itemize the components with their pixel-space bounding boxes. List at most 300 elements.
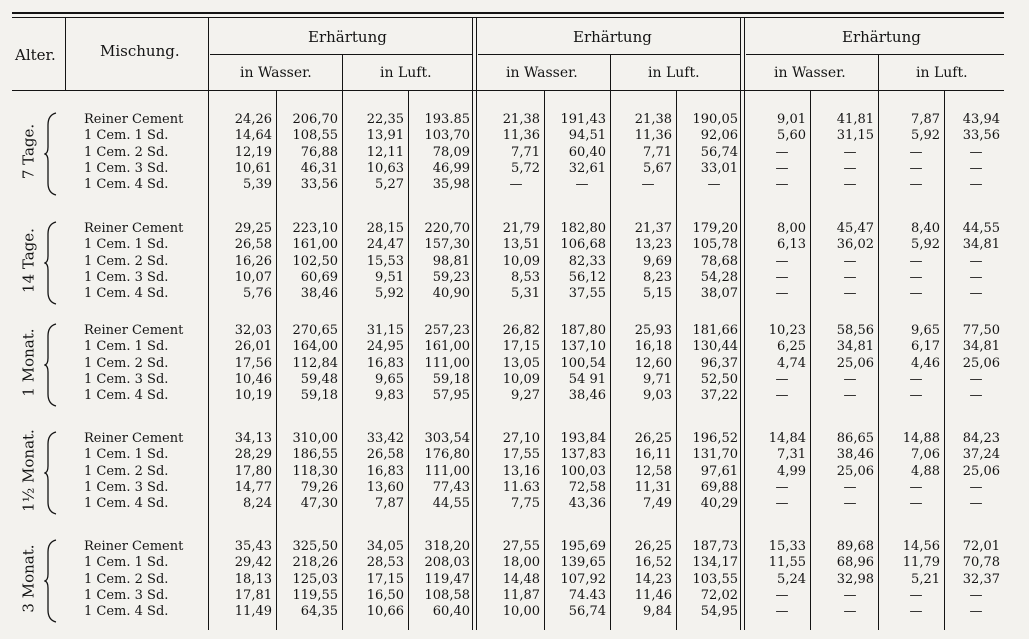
table-cell: 7,06	[911, 447, 940, 463]
table-cell: 11,87	[502, 587, 540, 603]
table-cell: —	[969, 177, 983, 193]
age-label: 7 Tage.	[19, 123, 38, 179]
table-cell: 5,72	[511, 160, 540, 176]
table-cell: 69,88	[700, 479, 738, 495]
table-cell: 4,99	[777, 463, 806, 479]
table-cell: 34,81	[962, 339, 1000, 355]
table-cell: —	[909, 587, 923, 603]
table-cell: 10,46	[234, 371, 272, 387]
table-cell: 40,90	[432, 286, 470, 302]
table-cell: 82,33	[568, 253, 606, 269]
table-cell: 4,74	[777, 355, 806, 371]
pair-divider-5	[810, 91, 811, 630]
table-cell: 16,18	[634, 339, 672, 355]
table-cell: 16,26	[234, 253, 272, 269]
table-cell: 10,63	[366, 160, 404, 176]
group-divider-2	[740, 18, 745, 630]
mixture-label: 1 Cem. 3 Sd.	[84, 160, 169, 176]
table-cell: 10,00	[502, 604, 540, 620]
table-cell: 7,75	[511, 496, 540, 512]
mixture-label: 1 Cem. 4 Sd.	[84, 177, 169, 193]
table-cell: 35,98	[432, 177, 470, 193]
header-erhaertung-3: Erhärtung	[842, 28, 921, 46]
table-cell: 108,58	[424, 587, 470, 603]
table-cell: 64,35	[300, 604, 338, 620]
table-cell: 9,83	[375, 388, 404, 404]
table-cell: —	[969, 269, 983, 285]
table-cell: 5,31	[511, 286, 540, 302]
header-in-luft-2: in Luft.	[648, 65, 700, 81]
table-cell: —	[969, 587, 983, 603]
table-cell: 9,03	[643, 388, 672, 404]
table-cell: 5,24	[777, 571, 806, 587]
table-cell: 5,60	[777, 128, 806, 144]
wl-divider-3	[878, 55, 879, 630]
table-cell: 34,13	[234, 431, 272, 446]
wl-divider-1	[342, 55, 343, 630]
table-cell: 17,15	[366, 571, 404, 587]
table-cell: —	[641, 177, 655, 193]
table-cell: 7,49	[643, 496, 672, 512]
table-cell: 206,70	[292, 112, 338, 127]
table-cell: —	[843, 479, 857, 495]
mixture-label: 1 Cem. 2 Sd.	[84, 571, 169, 587]
mixture-label: 1 Cem. 1 Sd.	[84, 237, 169, 253]
mixture-label: 1 Cem. 4 Sd.	[84, 604, 169, 620]
top-thick-rule	[12, 12, 1004, 14]
table-cell: 9,65	[375, 371, 404, 387]
table-cell: 26,82	[502, 323, 540, 338]
table-cell: 60,40	[432, 604, 470, 620]
table-cell: 13,16	[502, 463, 540, 479]
table-cell: 181,66	[692, 323, 738, 338]
table-cell: 111,00	[424, 463, 470, 479]
table-cell: 131,70	[692, 447, 738, 463]
table-cell: 220,70	[424, 221, 470, 236]
table-cell: 10,09	[502, 371, 540, 387]
table-cell: —	[843, 269, 857, 285]
table-cell: 59,18	[300, 388, 338, 404]
group-brace	[44, 220, 58, 306]
table-cell: —	[775, 144, 789, 160]
table-cell: 14,48	[502, 571, 540, 587]
table-cell: 7,71	[643, 144, 672, 160]
table-cell: —	[909, 253, 923, 269]
mixture-label: 1 Cem. 3 Sd.	[84, 269, 169, 285]
table-cell: 9,69	[643, 253, 672, 269]
table-cell: 9,51	[375, 269, 404, 285]
table-cell: 26,25	[634, 539, 672, 554]
table-cell: 44,55	[962, 221, 1000, 236]
table-cell: 59,48	[300, 371, 338, 387]
table-cell: 161,00	[292, 237, 338, 253]
table-cell: 11,79	[902, 555, 940, 571]
table-cell: —	[775, 479, 789, 495]
table-cell: 303,54	[424, 431, 470, 446]
table-cell: 187,80	[560, 323, 606, 338]
table-cell: 9,71	[643, 371, 672, 387]
table-cell: 13,91	[366, 128, 404, 144]
table-cell: 193.85	[424, 112, 470, 127]
table-cell: 45,47	[836, 221, 874, 236]
table-cell: 182,80	[560, 221, 606, 236]
table-cell: —	[775, 371, 789, 387]
table-cell: —	[909, 604, 923, 620]
table-cell: 14,64	[234, 128, 272, 144]
table-cell: 17,80	[234, 463, 272, 479]
table-cell: —	[969, 286, 983, 302]
table-cell: 8,00	[777, 221, 806, 236]
mixture-label: 1 Cem. 2 Sd.	[84, 355, 169, 371]
header-bottom-rule	[12, 90, 1004, 91]
table-cell: 5,76	[243, 286, 272, 302]
table-cell: 32,37	[962, 571, 1000, 587]
table-cell: —	[969, 479, 983, 495]
table-cell: —	[775, 269, 789, 285]
table-cell: 29,25	[234, 221, 272, 236]
table-cell: 21,79	[502, 221, 540, 236]
header-in-luft-3: in Luft.	[916, 65, 968, 81]
table-cell: 137,83	[560, 447, 606, 463]
table-cell: 11,46	[634, 587, 672, 603]
table-cell: 157,30	[424, 237, 470, 253]
table-cell: 13,23	[634, 237, 672, 253]
table-cell: 25,06	[836, 463, 874, 479]
table-cell: 59,18	[432, 371, 470, 387]
table-cell: —	[969, 253, 983, 269]
table-cell: 139,65	[560, 555, 606, 571]
table-cell: —	[909, 388, 923, 404]
table-cell: 4,88	[911, 463, 940, 479]
table-cell: 25,06	[962, 355, 1000, 371]
table-cell: 72,01	[962, 539, 1000, 554]
table-cell: 56,12	[568, 269, 606, 285]
table-cell: 72,58	[568, 479, 606, 495]
table-cell: 190,05	[692, 112, 738, 127]
table-cell: 191,43	[560, 112, 606, 127]
table-cell: 33,56	[962, 128, 1000, 144]
table-cell: 26,01	[234, 339, 272, 355]
table-cell: 25,06	[836, 355, 874, 371]
table-cell: 74.43	[568, 587, 606, 603]
table-cell: 7,87	[911, 112, 940, 127]
table-cell: —	[909, 269, 923, 285]
table-cell: 325,50	[292, 539, 338, 554]
top-thin-rule	[12, 17, 1004, 18]
age-label: 3 Monat.	[19, 544, 38, 613]
table-cell: 196,52	[692, 431, 738, 446]
table-cell: —	[909, 286, 923, 302]
table-cell: 21,38	[502, 112, 540, 127]
table-cell: 103,70	[424, 128, 470, 144]
table-cell: 33,01	[700, 160, 738, 176]
table-cell: 10,19	[234, 388, 272, 404]
table-cell: 11,55	[768, 555, 806, 571]
mixture-label: 1 Cem. 2 Sd.	[84, 463, 169, 479]
table-cell: 84,23	[962, 431, 1000, 446]
table-cell: 32,98	[836, 571, 874, 587]
table-cell: 54,95	[700, 604, 738, 620]
table-cell: 134,17	[692, 555, 738, 571]
table-cell: 38,46	[568, 388, 606, 404]
mixture-label: 1 Cem. 1 Sd.	[84, 555, 169, 571]
table-cell: 5,92	[911, 237, 940, 253]
table-cell: 17,56	[234, 355, 272, 371]
table-cell: 103,55	[692, 571, 738, 587]
table-cell: 6,13	[777, 237, 806, 253]
table-cell: —	[843, 160, 857, 176]
table-cell: 8,23	[643, 269, 672, 285]
group-brace	[44, 538, 58, 624]
table-cell: 12,19	[234, 144, 272, 160]
table-cell: 34,05	[366, 539, 404, 554]
table-cell: 15,53	[366, 253, 404, 269]
mixture-label: 1 Cem. 1 Sd.	[84, 447, 169, 463]
table-cell: 14,77	[234, 479, 272, 495]
table-cell: 125,03	[292, 571, 338, 587]
table-cell: —	[775, 286, 789, 302]
table-cell: 56,74	[568, 604, 606, 620]
table-cell: 35,43	[234, 539, 272, 554]
table-cell: —	[775, 496, 789, 512]
table-cell: 257,23	[424, 323, 470, 338]
table-cell: 32,61	[568, 160, 606, 176]
age-label: 1 Monat.	[19, 328, 38, 397]
table-cell: —	[707, 177, 721, 193]
table-cell: 31,15	[836, 128, 874, 144]
table-cell: 186,55	[292, 447, 338, 463]
header-in-wasser-3: in Wasser.	[774, 65, 846, 81]
table-cell: 24,47	[366, 237, 404, 253]
table-cell: 10,61	[234, 160, 272, 176]
header-in-luft-1: in Luft.	[380, 65, 432, 81]
table-cell: —	[843, 496, 857, 512]
table-cell: 60,69	[300, 269, 338, 285]
table-cell: 164,00	[292, 339, 338, 355]
table-cell: 25,06	[962, 463, 1000, 479]
pair-divider-1	[276, 91, 277, 630]
table-cell: 108,55	[292, 128, 338, 144]
table-cell: 38,46	[836, 447, 874, 463]
mixture-label: Reiner Cement	[84, 323, 184, 338]
table-cell: —	[775, 604, 789, 620]
table-cell: —	[775, 388, 789, 404]
table-cell: 21,38	[634, 112, 672, 127]
table-cell: 10,07	[234, 269, 272, 285]
table-cell: 68,96	[836, 555, 874, 571]
table-cell: 94,51	[568, 128, 606, 144]
mixture-label: 1 Cem. 1 Sd.	[84, 128, 169, 144]
table-cell: 47,30	[300, 496, 338, 512]
table-cell: 26,25	[634, 431, 672, 446]
mixture-label: Reiner Cement	[84, 431, 184, 446]
table-cell: 218,26	[292, 555, 338, 571]
table-cell: 187,73	[692, 539, 738, 554]
table-cell: 86,65	[836, 431, 874, 446]
table-cell: 16,83	[366, 355, 404, 371]
table-cell: 13,60	[366, 479, 404, 495]
table-cell: 37,24	[962, 447, 1000, 463]
table-cell: 38,07	[700, 286, 738, 302]
table-cell: 28,53	[366, 555, 404, 571]
mixture-label: 1 Cem. 4 Sd.	[84, 496, 169, 512]
table-cell: 10,09	[502, 253, 540, 269]
table-cell: —	[909, 160, 923, 176]
header-erhaertung-1: Erhärtung	[308, 28, 387, 46]
table-cell: 5,92	[375, 286, 404, 302]
header-erhaertung-2: Erhärtung	[573, 28, 652, 46]
table-cell: 14,88	[902, 431, 940, 446]
age-label: 1½ Monat.	[19, 428, 38, 512]
pair-divider-3	[544, 91, 545, 630]
table-cell: 119,47	[424, 571, 470, 587]
table-cell: 60,40	[568, 144, 606, 160]
table-cell: 111,00	[424, 355, 470, 371]
table-cell: 17,81	[234, 587, 272, 603]
table-cell: 77,50	[962, 323, 1000, 338]
table-cell: —	[843, 177, 857, 193]
erh-rule-3	[746, 54, 1004, 55]
table-cell: 21,37	[634, 221, 672, 236]
table-cell: 46,99	[432, 160, 470, 176]
table-cell: 5,27	[375, 177, 404, 193]
table-cell: 5,39	[243, 177, 272, 193]
table-cell: 9,65	[911, 323, 940, 338]
table-cell: 36,02	[836, 237, 874, 253]
table-cell: 8,24	[243, 496, 272, 512]
table-cell: 92,06	[700, 128, 738, 144]
col-divider-mix	[208, 18, 209, 630]
table-cell: 96,37	[700, 355, 738, 371]
table-cell: 40,29	[700, 496, 738, 512]
table-cell: 28,29	[234, 447, 272, 463]
table-cell: 10,66	[366, 604, 404, 620]
table-cell: 26,58	[234, 237, 272, 253]
table-cell: 4,46	[911, 355, 940, 371]
table-cell: 13,05	[502, 355, 540, 371]
table-cell: 12,58	[634, 463, 672, 479]
table-cell: 27,55	[502, 539, 540, 554]
mixture-label: 1 Cem. 1 Sd.	[84, 339, 169, 355]
table-cell: —	[843, 286, 857, 302]
table-cell: 130,44	[692, 339, 738, 355]
table-cell: 310,00	[292, 431, 338, 446]
table-cell: 176,80	[424, 447, 470, 463]
table-cell: 33,42	[366, 431, 404, 446]
table-cell: 5,67	[643, 160, 672, 176]
table-cell: 38,46	[300, 286, 338, 302]
age-label: 14 Tage.	[19, 227, 38, 293]
mixture-label: Reiner Cement	[84, 221, 184, 236]
table-cell: —	[575, 177, 589, 193]
table-cell: 16,50	[366, 587, 404, 603]
table-cell: 54 91	[568, 371, 606, 387]
table-cell: 14,84	[768, 431, 806, 446]
table-cell: —	[969, 388, 983, 404]
table-cell: 15,33	[768, 539, 806, 554]
mixture-label: 1 Cem. 2 Sd.	[84, 144, 169, 160]
table-cell: —	[969, 496, 983, 512]
table-cell: —	[509, 177, 523, 193]
table-cell: 46,31	[300, 160, 338, 176]
table-cell: 27,10	[502, 431, 540, 446]
table-cell: 97,61	[700, 463, 738, 479]
table-cell: 78,09	[432, 144, 470, 160]
table-cell: 6,17	[911, 339, 940, 355]
table-cell: —	[969, 160, 983, 176]
header-mischung: Mischung.	[100, 42, 180, 60]
table-cell: 7,31	[777, 447, 806, 463]
table-cell: 34,81	[962, 237, 1000, 253]
table-cell: 223,10	[292, 221, 338, 236]
table-cell: 100,54	[560, 355, 606, 371]
table-cell: 100,03	[560, 463, 606, 479]
mixture-label: 1 Cem. 3 Sd.	[84, 371, 169, 387]
table-cell: 5,15	[643, 286, 672, 302]
wl-divider-2	[610, 55, 611, 630]
erh-rule-2	[478, 54, 740, 55]
table-cell: 52,50	[700, 371, 738, 387]
mixture-label: 1 Cem. 3 Sd.	[84, 479, 169, 495]
table-cell: 56,74	[700, 144, 738, 160]
table-cell: 102,50	[292, 253, 338, 269]
table-cell: 7,71	[511, 144, 540, 160]
table-cell: —	[909, 479, 923, 495]
group-brace	[44, 111, 58, 197]
table-cell: 59,23	[432, 269, 470, 285]
table-cell: 54,28	[700, 269, 738, 285]
erh-rule-1	[210, 54, 472, 55]
table-cell: 37,22	[700, 388, 738, 404]
group-brace	[44, 322, 58, 408]
table-cell: 13,51	[502, 237, 540, 253]
table-cell: —	[775, 587, 789, 603]
table-cell: 9,01	[777, 112, 806, 127]
table-cell: 22,35	[366, 112, 404, 127]
table-cell: 78,68	[700, 253, 738, 269]
table-cell: 11,36	[634, 128, 672, 144]
table-cell: —	[909, 177, 923, 193]
table-cell: 18,13	[234, 571, 272, 587]
table-cell: 14,23	[634, 571, 672, 587]
table-cell: —	[775, 160, 789, 176]
table-cell: 119,55	[292, 587, 338, 603]
table-cell: 8,40	[911, 221, 940, 236]
table-cell: 106,68	[560, 237, 606, 253]
table-cell: 12,11	[366, 144, 404, 160]
table-cell: 14,56	[902, 539, 940, 554]
table-cell: 43,94	[962, 112, 1000, 127]
table-cell: 29,42	[234, 555, 272, 571]
mixture-label: Reiner Cement	[84, 112, 184, 127]
table-cell: —	[843, 144, 857, 160]
table-cell: 11,31	[634, 479, 672, 495]
mixture-label: 1 Cem. 3 Sd.	[84, 587, 169, 603]
table-cell: 161,00	[424, 339, 470, 355]
table-cell: 26,58	[366, 447, 404, 463]
table-cell: 58,56	[836, 323, 874, 338]
table-cell: 7,87	[375, 496, 404, 512]
table-cell: 16,11	[634, 447, 672, 463]
table-cell: 9,84	[643, 604, 672, 620]
table-cell: 5,21	[911, 571, 940, 587]
table-cell: 72,02	[700, 587, 738, 603]
col-divider-alter	[65, 18, 66, 90]
table-cell: 44,55	[432, 496, 470, 512]
table-cell: 28,15	[366, 221, 404, 236]
table-cell: 76,88	[300, 144, 338, 160]
table-cell: 79,26	[300, 479, 338, 495]
